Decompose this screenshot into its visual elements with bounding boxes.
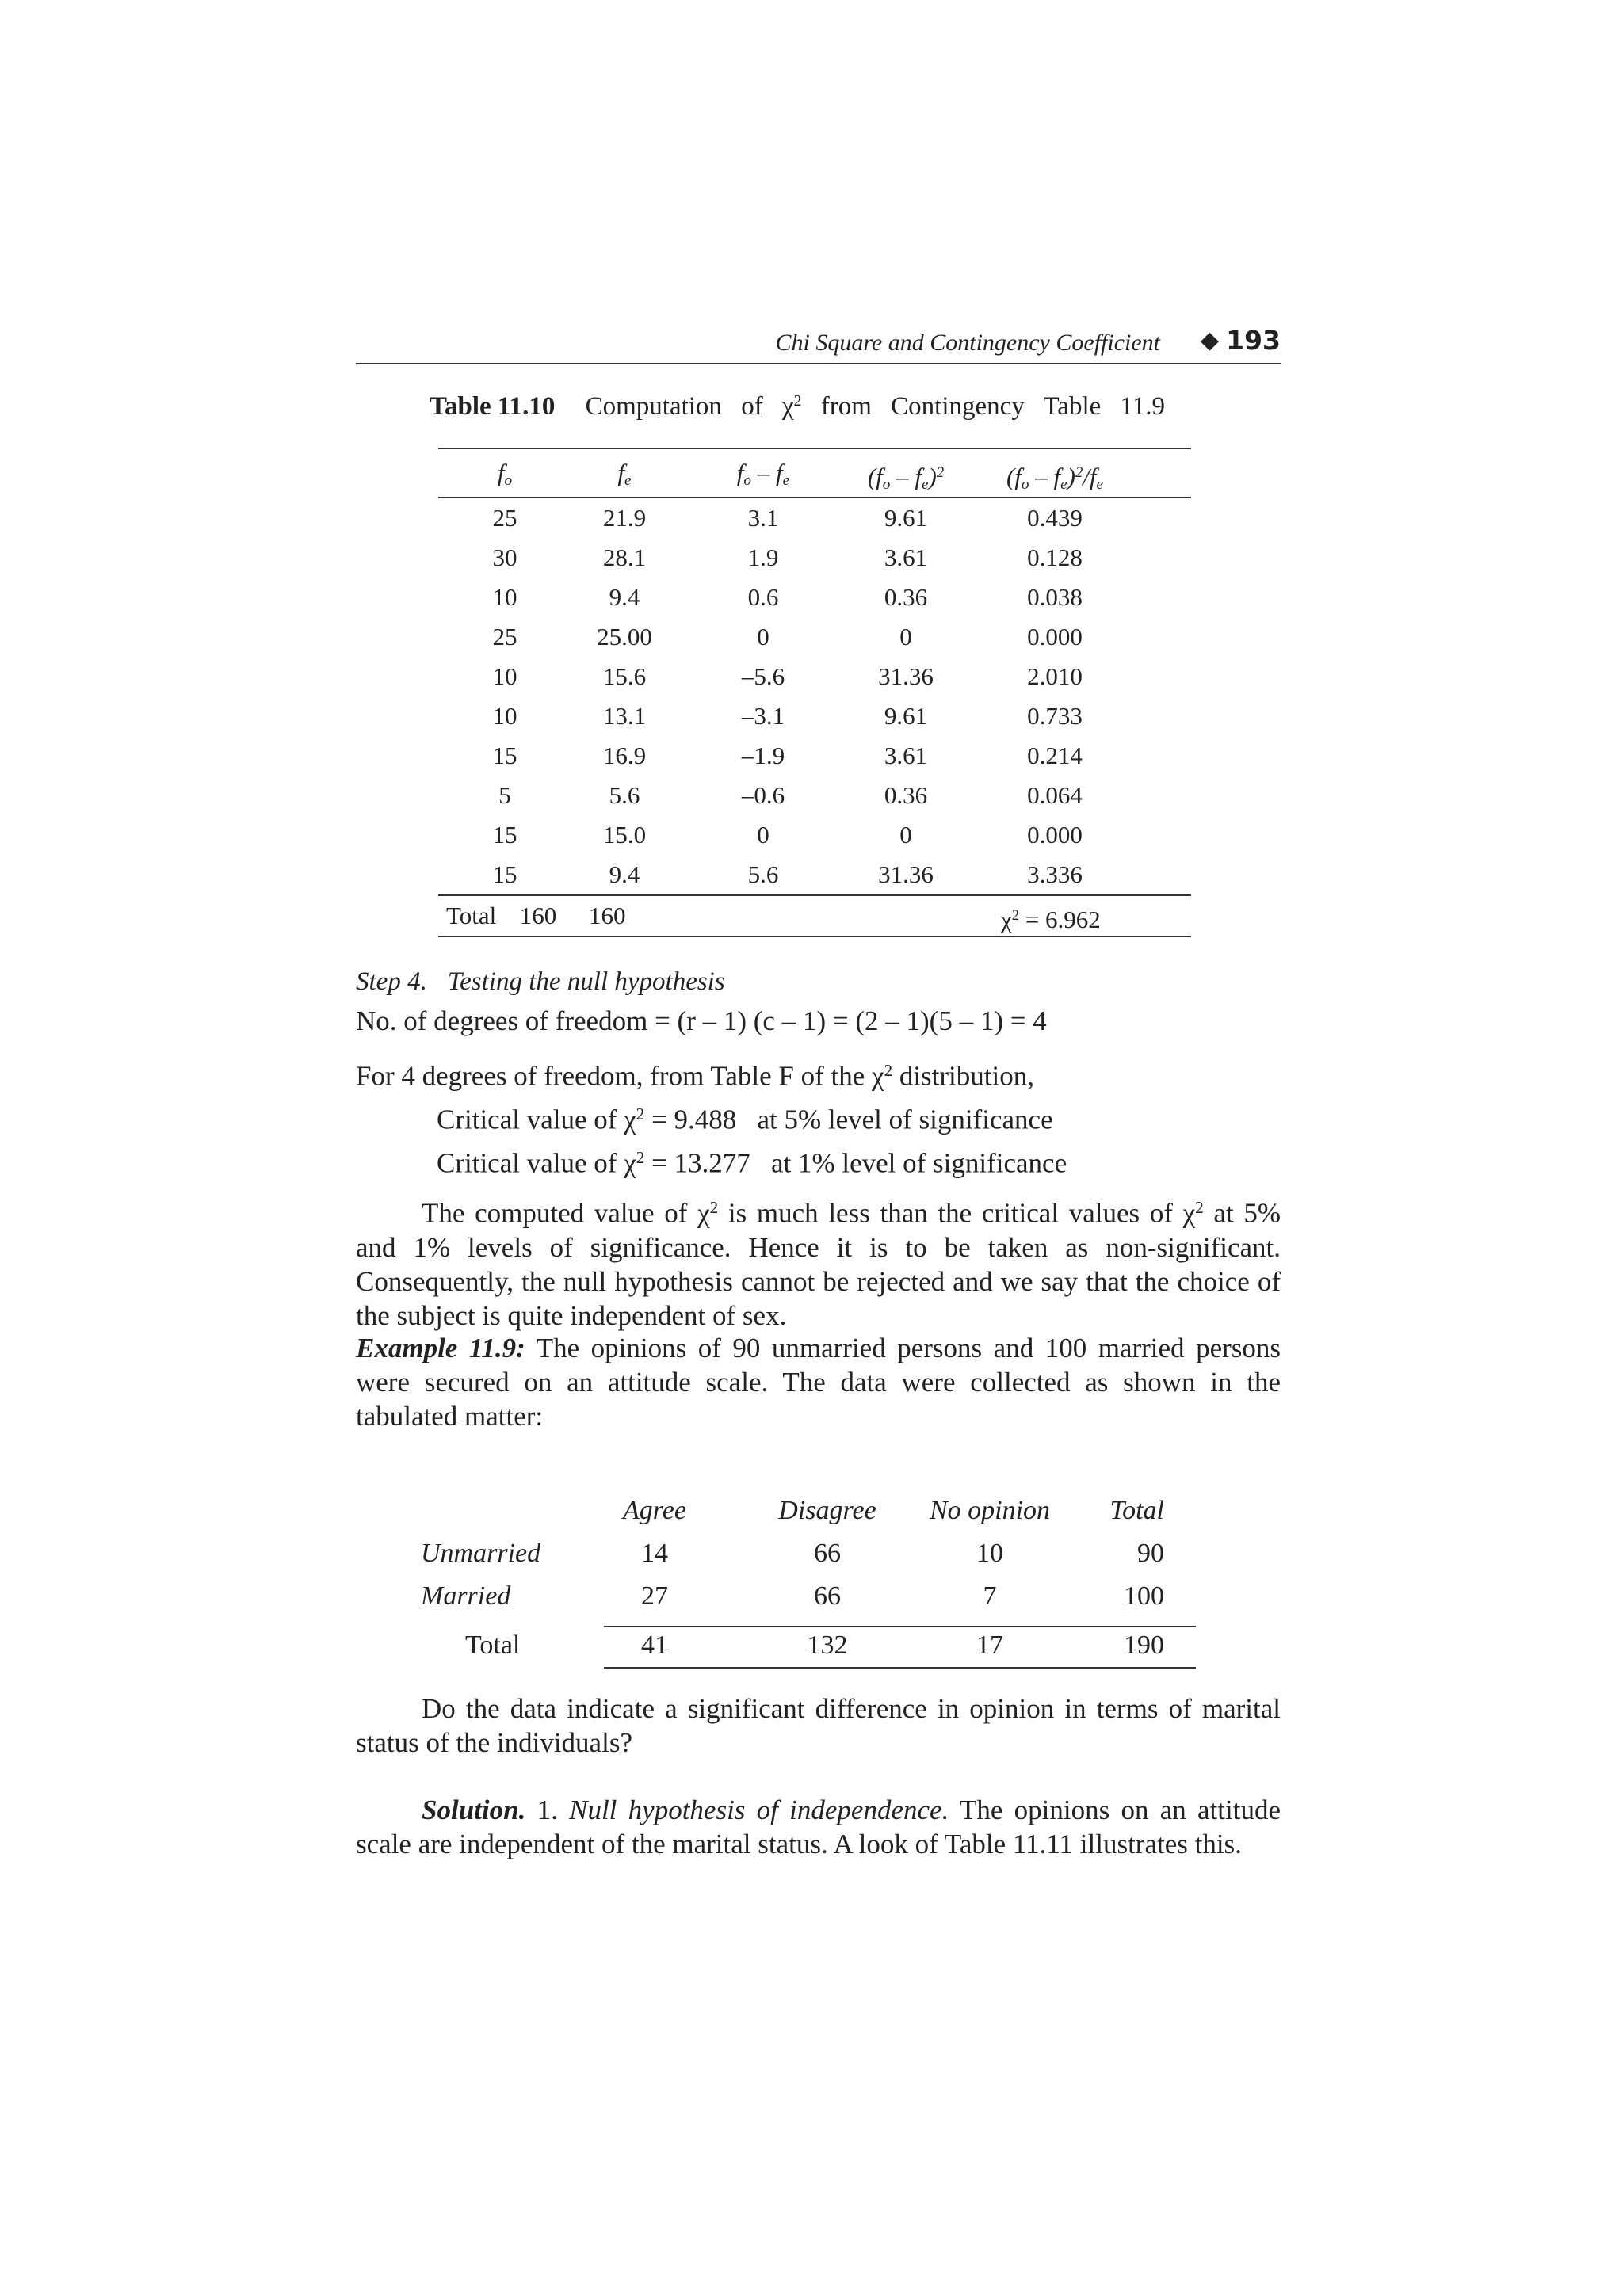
cell-squared: 9.61 <box>884 504 928 532</box>
table-row <box>438 538 1191 578</box>
conclusion-paragraph: The computed value of $\chi^2$ is much less than the critical values of $\chi^2$ at 5% and 1% levels of significance. Hence it is to be taken as non-significant. Consequently, the null hypothesis cannot be rejected and we say that the choice of the subject is quite independent of sex. <box>356 1197 1281 1331</box>
cell-agree: 14 <box>641 1539 668 1568</box>
total-grand: 190 <box>1124 1630 1164 1660</box>
opinion-total-row <box>356 1618 1196 1673</box>
table-total-row <box>438 894 1191 937</box>
total-fo: 160 <box>519 902 557 929</box>
cell-fo: 30 <box>492 543 517 571</box>
header-squared-diff: $(f_o - f_e)^2$ <box>867 463 945 494</box>
cell-fe: 16.9 <box>602 742 647 769</box>
caption-word: Contingency <box>891 392 1025 421</box>
cell-fo: 10 <box>492 702 517 730</box>
cell-fe: 9.4 <box>609 583 640 611</box>
opinion-header-row <box>356 1489 1196 1532</box>
caption-word: Table <box>1043 392 1102 421</box>
cell-fo: 10 <box>492 662 517 690</box>
opinion-row-married <box>356 1575 1196 1618</box>
question-paragraph: Do the data indicate a significant difference in opinion in terms of marital status of the individuals? <box>356 1693 1281 1758</box>
running-header <box>356 325 1281 364</box>
caption-word: 11.9 <box>1120 392 1166 421</box>
cell-fe: 21.9 <box>602 504 647 532</box>
cell-ratio: 0.214 <box>1027 742 1083 769</box>
cell-diff: –1.9 <box>741 742 785 769</box>
header-fo-minus-fe: $f_o - f_e$ <box>736 459 790 489</box>
table-row <box>438 578 1191 617</box>
total-agree: 41 <box>641 1630 668 1660</box>
caption-word: of <box>741 392 763 421</box>
cell-ratio: 0.128 <box>1027 543 1083 571</box>
cell-squared: 3.61 <box>884 543 928 571</box>
book-page <box>356 325 1281 1859</box>
header-total: Total <box>1109 1496 1164 1525</box>
header-fo: $f_o$ <box>497 459 513 489</box>
chi-square-table <box>438 448 1191 937</box>
running-title: Chi Square and Contingency Coefficient <box>775 330 1160 356</box>
cell-fe: 13.1 <box>602 702 647 730</box>
table-header-row <box>438 449 1191 498</box>
cell-squared: 9.61 <box>884 702 928 730</box>
cell-no-opinion: 10 <box>976 1539 1003 1568</box>
cell-ratio: 0.064 <box>1027 781 1083 809</box>
cell-no-opinion: 7 <box>983 1581 997 1611</box>
cell-fe: 15.0 <box>602 821 647 849</box>
cell-diff: –5.6 <box>741 662 785 690</box>
header-ratio: $(f_o - f_e)^2/f_e$ <box>1006 463 1104 494</box>
table-row <box>438 815 1191 855</box>
cell-agree: 27 <box>641 1581 668 1611</box>
cell-diff: 1.9 <box>747 543 779 571</box>
total-no-opinion: 17 <box>976 1630 1003 1660</box>
cell-ratio: 0.000 <box>1027 623 1083 650</box>
total-fe: 160 <box>589 902 626 929</box>
cell-total: 90 <box>1137 1539 1164 1568</box>
cell-diff: 0.6 <box>747 583 779 611</box>
cell-fe: 5.6 <box>609 781 640 809</box>
cell-diff: 5.6 <box>747 860 779 888</box>
total-disagree: 132 <box>807 1630 848 1660</box>
step-label: Step 4. <box>356 967 427 996</box>
header-no-opinion: No opinion <box>929 1496 1051 1525</box>
cell-total: 100 <box>1124 1581 1164 1611</box>
table-row <box>438 736 1191 776</box>
cell-diff: 0 <box>757 623 769 650</box>
row-label: Unmarried <box>421 1539 541 1568</box>
cell-disagree: 66 <box>814 1581 841 1611</box>
table-row <box>438 657 1191 696</box>
dof-line: No. of degrees of freedom = (r – 1) (c – 1) = (2 – 1)(5 – 1) = 4 <box>356 1005 1047 1036</box>
diamond-icon: ◆ <box>1200 327 1219 353</box>
example-label: Example 11.9: <box>356 1333 525 1363</box>
example-paragraph: Example 11.9: The opinions of 90 unmarried persons and 100 married persons were secured on an attitude scale. The data were collected as shown in the tabulated matter: <box>356 1333 1281 1432</box>
step-title: Testing the null hypothesis <box>447 967 725 996</box>
cell-disagree: 66 <box>814 1539 841 1568</box>
header-disagree: Disagree <box>778 1496 876 1525</box>
cell-fo: 15 <box>492 860 517 888</box>
critical-value-5: Critical value of $\chi^2 = 9.488$ at 5% level of significance <box>437 1104 1053 1135</box>
cell-squared: 31.36 <box>878 662 934 690</box>
cell-ratio: 0.439 <box>1027 504 1083 532</box>
table-row <box>438 696 1191 736</box>
cell-fo: 10 <box>492 583 517 611</box>
cell-diff: 0 <box>757 821 769 849</box>
caption-word: Computation <box>585 392 722 421</box>
header-agree: Agree <box>623 1496 686 1525</box>
cell-ratio: 3.336 <box>1027 860 1083 888</box>
table-row <box>438 617 1191 657</box>
cell-fo: 25 <box>492 623 517 650</box>
cell-fo: 5 <box>498 781 511 809</box>
total-label: Total <box>465 1630 521 1660</box>
table-row <box>438 776 1191 815</box>
cell-squared: 0 <box>899 623 912 650</box>
critical-value-1: Critical value of $\chi^2 = 13.277$ at 1% level of significance <box>437 1147 1067 1179</box>
cell-squared: 3.61 <box>884 742 928 769</box>
cell-diff: –0.6 <box>741 781 785 809</box>
table-caption <box>430 392 1178 421</box>
cell-diff: –3.1 <box>741 702 785 730</box>
cell-ratio: 0.038 <box>1027 583 1083 611</box>
page-number: 193 <box>1226 325 1281 356</box>
cell-fe: 28.1 <box>602 543 647 571</box>
cell-squared: 31.36 <box>878 860 934 888</box>
cell-fo: 15 <box>492 821 517 849</box>
cell-fo: 25 <box>492 504 517 532</box>
row-label: Married <box>421 1581 511 1611</box>
cell-diff: 3.1 <box>747 504 779 532</box>
caption-label: Table 11.10 <box>430 392 556 421</box>
step-heading <box>356 965 1281 999</box>
cell-ratio: 2.010 <box>1027 662 1083 690</box>
chi-square-total: $\chi^2 = 6.962$ <box>1001 906 1101 934</box>
cell-fe: 25.00 <box>597 623 652 650</box>
caption-chi: $\chi^2$ <box>781 392 802 421</box>
opinion-table <box>356 1489 1196 1673</box>
cell-squared: 0 <box>899 821 912 849</box>
cell-fe: 15.6 <box>602 662 647 690</box>
cell-fe: 9.4 <box>609 860 640 888</box>
total-label: Total <box>446 902 497 929</box>
table-row <box>438 855 1191 894</box>
cell-squared: 0.36 <box>884 583 928 611</box>
cell-squared: 0.36 <box>884 781 928 809</box>
header-fe: $f_e$ <box>617 459 632 489</box>
cell-ratio: 0.000 <box>1027 821 1083 849</box>
table-body <box>438 498 1191 894</box>
table-f-line: For 4 degrees of freedom, from Table F of the $\chi^2$ distribution, <box>356 1060 1034 1092</box>
opinion-row-unmarried <box>356 1532 1196 1575</box>
solution-label: Solution. <box>422 1794 526 1825</box>
solution-paragraph: Solution. 1. Null hypothesis of independence. The opinions on an attitude scale are independent of the marital status. A look of Table 11.11 illustrates this. <box>356 1794 1281 1859</box>
table-row <box>438 498 1191 538</box>
cell-ratio: 0.733 <box>1027 702 1083 730</box>
cell-fo: 15 <box>492 742 517 769</box>
caption-word: from <box>820 392 872 421</box>
